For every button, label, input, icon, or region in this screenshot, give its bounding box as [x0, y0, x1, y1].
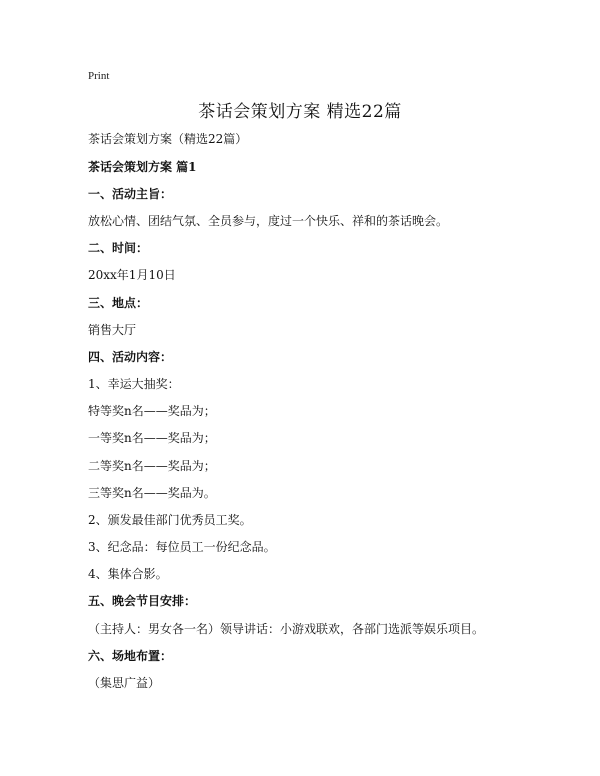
section-heading: 四、活动内容：: [88, 350, 173, 364]
paragraph-line: （集思广益）: [88, 676, 161, 690]
paragraph-line: （主持人：男女各一名）领导讲话：小游戏联欢，各部门选派等娱乐项目。: [88, 622, 485, 636]
paragraph-line: 销售大厅: [88, 323, 137, 337]
section-heading: 二、时间：: [88, 241, 149, 255]
paragraph-line: 放松心情、团结气氛、全员参与，度过一个快乐、祥和的茶话晚会。: [88, 214, 449, 228]
section-heading: 五、晚会节目安排：: [88, 594, 197, 608]
paragraph-line: 20xx年1月10日: [88, 268, 176, 282]
subtitle-line: 茶话会策划方案（精选22篇）: [88, 132, 248, 146]
paragraph-line: 一等奖n名——奖品为；: [88, 431, 216, 445]
print-label: Print: [88, 70, 110, 82]
section-heading: 一、活动主旨：: [88, 187, 173, 201]
paragraph-line: 二等奖n名——奖品为；: [88, 459, 216, 473]
paragraph-line: 1、幸运大抽奖：: [88, 377, 180, 391]
document-title: 茶话会策划方案 精选22篇: [198, 102, 402, 122]
paragraph-line: 3、纪念品：每位员工一份纪念品。: [88, 540, 276, 554]
paragraph-line: 4、集体合影。: [88, 567, 168, 581]
section-heading: 六、场地布置：: [88, 649, 173, 663]
section-heading: 三、地点：: [88, 296, 149, 310]
paragraph-line: 特等奖n名——奖品为；: [88, 404, 216, 418]
paragraph-line: 三等奖n名——奖品为。: [88, 486, 216, 500]
paragraph-line: 2、颁发最佳部门优秀员工奖。: [88, 513, 252, 527]
section-heading: 茶话会策划方案 篇1: [88, 160, 197, 174]
